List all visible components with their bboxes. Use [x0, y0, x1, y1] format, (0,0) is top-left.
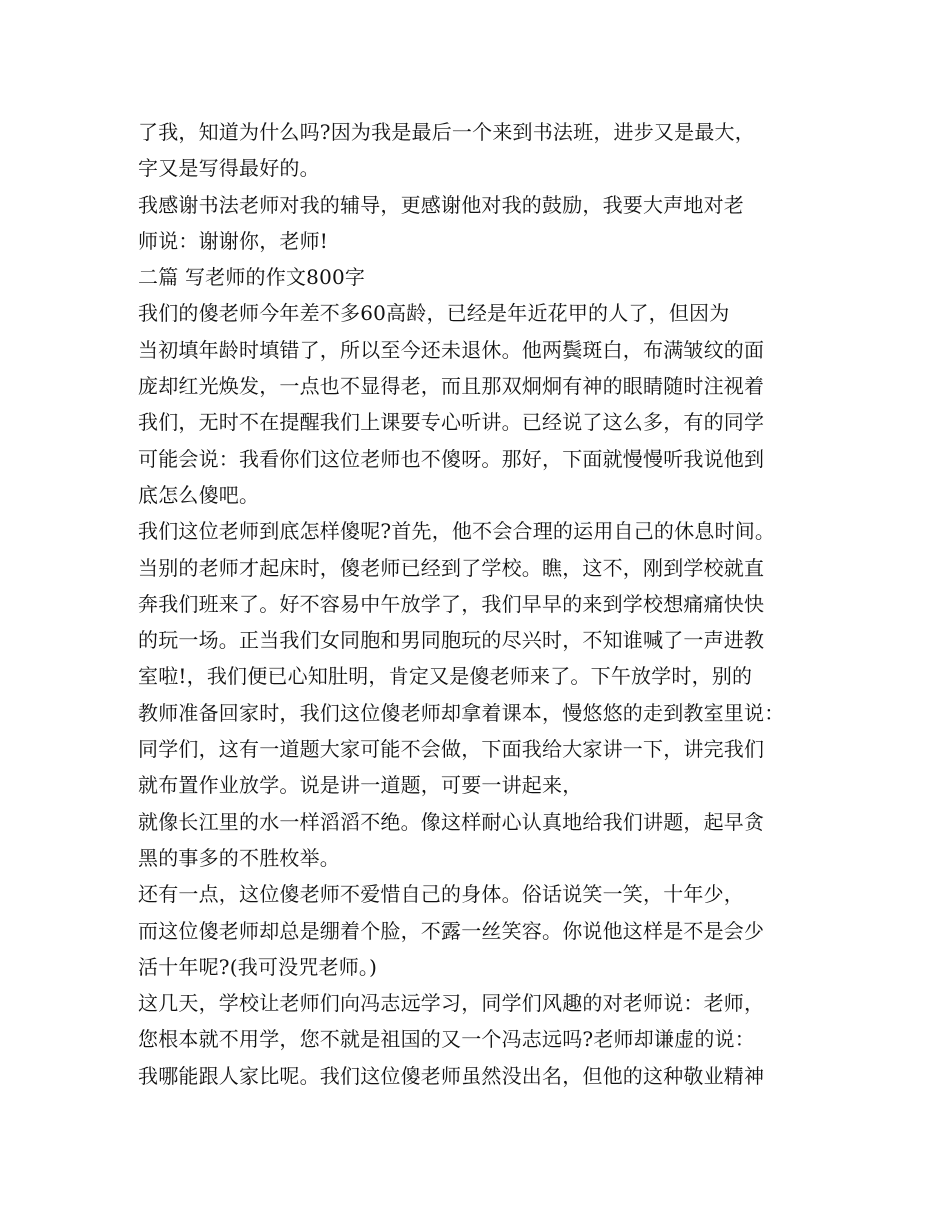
text-line: 奔我们班来了。好不容易中午放学了，我们早早的来到学校想痛痛快快 — [138, 591, 765, 616]
text-line: 室啦!，我们便已心知肚明，肯定又是傻老师来了。下午放学时，别的 — [138, 664, 753, 689]
text-line: 黑的事多的不胜枚举。 — [138, 845, 340, 870]
text-line: 师说：谢谢你，老师! — [138, 228, 329, 253]
text-line: 这几天，学校让老师们向冯志远学习，同学们风趣的对老师说：老师， — [138, 991, 765, 1016]
text-line: 教师准备回家时，我们这位傻老师却拿着课本，慢悠悠的走到教室里说： — [138, 700, 785, 725]
text-line: 我们的傻老师今年差不多60高龄，已经是年近花甲的人了，但因为 — [138, 301, 730, 326]
text-line: 可能会说：我看你们这位老师也不傻呀。那好，下面就慢慢听我说他到 — [138, 446, 765, 471]
text-line: 而这位傻老师却总是绷着个脸，不露一丝笑容。你说他这样是不是会少 — [138, 918, 765, 943]
text-line: 我们，无时不在提醒我们上课要专心听讲。已经说了这么多，有的同学 — [138, 410, 765, 435]
text-line: 同学们，这有一道题大家可能不会做，下面我给大家讲一下，讲完我们 — [138, 737, 765, 762]
text-line: 活十年呢?(我可没咒老师。) — [138, 954, 378, 979]
text-line: 当初填年龄时填错了，所以至今还未退休。他两鬓斑白，布满皱纹的面 — [138, 337, 765, 362]
section-heading: 二篇 写老师的作文800字 — [138, 265, 366, 290]
text-line: 了我，知道为什么吗?因为我是最后一个来到书法班，进步又是最大， — [138, 120, 755, 144]
text-line: 还有一点，这位傻老师不爱惜自己的身体。俗话说笑一笑，十年少， — [138, 882, 744, 907]
text-line: 的玩一场。正当我们女同胞和男同胞玩的尽兴时，不知谁喊了一声进教 — [138, 628, 765, 653]
text-line: 我哪能跟人家比呢。我们这位傻老师虽然没出名，但他的这种敬业精神 — [138, 1063, 765, 1088]
text-line: 庞却红光焕发，一点也不显得老，而且那双炯炯有神的眼睛随时注视着 — [138, 374, 765, 399]
text-line: 就布置作业放学。说是讲一道题，可要一讲起来， — [138, 773, 583, 798]
text-line: 您根本就不用学，您不就是祖国的又一个冯志远吗?老师却谦虚的说： — [138, 1027, 755, 1052]
text-line: 当别的老师才起床时，傻老师已经到了学校。瞧，这不，刚到学校就直 — [138, 555, 765, 580]
text-line: 底怎么傻吧。 — [138, 482, 260, 507]
text-line: 就像长江里的水一样滔滔不绝。像这样耐心认真地给我们讲题，起早贪 — [138, 809, 765, 834]
text-line: 我们这位老师到底怎样傻呢?首先，他不会合理的运用自己的休息时间。 — [138, 519, 776, 544]
text-line: 字又是写得最好的。 — [138, 156, 320, 181]
essay-body — [138, 114, 838, 1094]
text-line: 我感谢书法老师对我的辅导，更感谢他对我的鼓励，我要大声地对老 — [138, 192, 744, 217]
